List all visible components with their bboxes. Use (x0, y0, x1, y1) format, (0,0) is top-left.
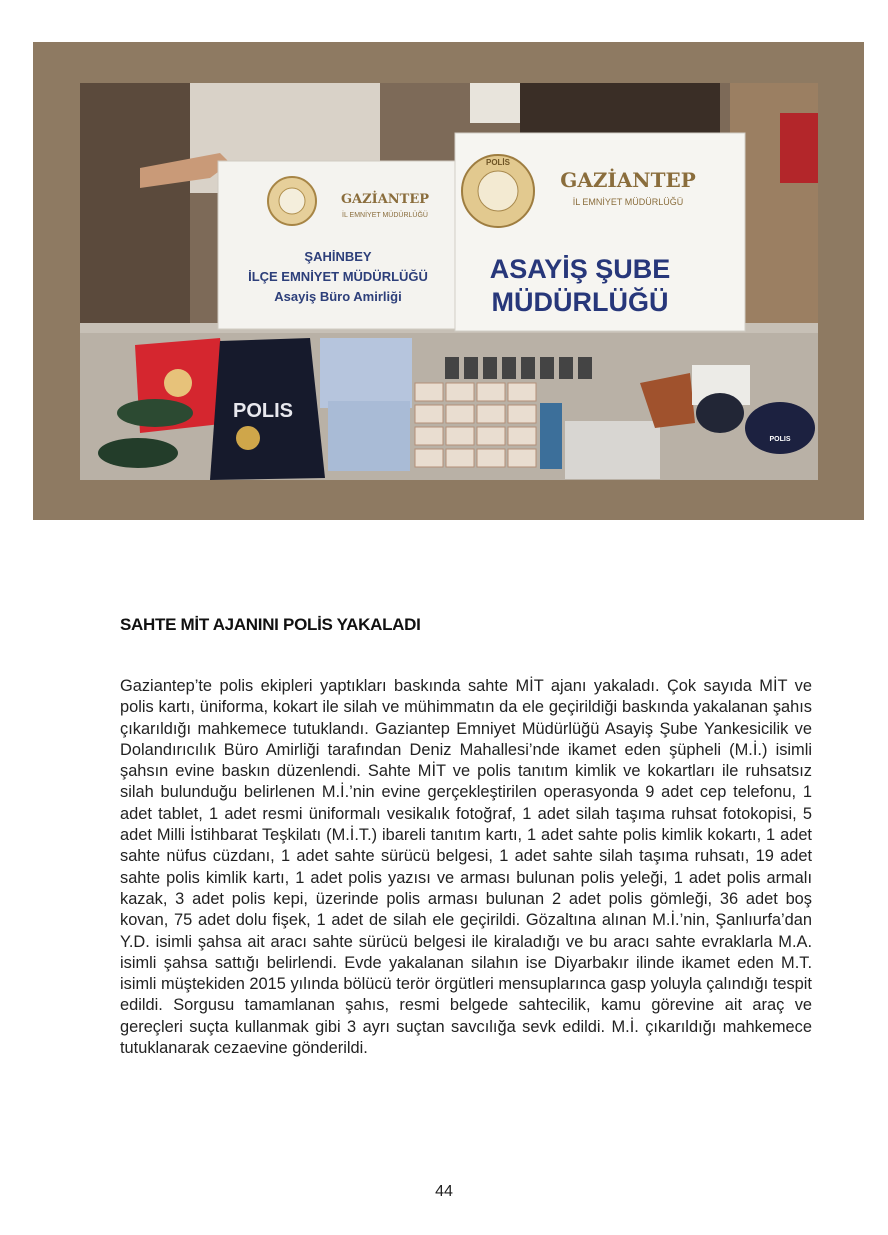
left-sign-line1: ŞAHİNBEY (304, 249, 372, 264)
article-body: Gaziantep’te polis ekipleri yaptıkları baskında sahte MİT ajanı yakaladı. Çok sayıda MİT ve polis kartı, üniforma, kokart ile silah ve mühimmatın da ele geçirildiği baskında yakalanan şahıs çıkarıldığı mahkemece tutuklandı. Gaziantep Emniyet Müdürlüğü Asayiş Şube Yankesicilik ve Dolandırıcılık Büro Amirliği tarafından Deniz Mahallesi’nde ikamet eden şüpheli (M.İ.) isimli şahsın evine baskın düzenlendi. Sahte MİT ve polis tanıtım kimlik ve kokartları ile ruhsatsız silah bulunduğu belirlenen M.İ.’nin evine gerçekleştirilen operasyonda 9 adet cep telefonu, 1 adet tablet, 1 adet resmi üniformalı vesikalık fotoğraf, 1 adet silah taşıma ruhsat fotokopisi, 5 adet Milli İstihbarat Teşkilatı (M.İ.T.) ibareli tanıtım kartı, 1 adet sahte polis kimlik kokartı, 1 adet sahte nüfus cüzdanı, 1 adet sahte sürücü belgesi, 1 adet sahte silah taşıma ruhsatı, 19 adet sahte polis kimlik kartı, 1 adet polis yazısı ve arması bulunan polis yeleği, 1 adet polis armalı kazak, 3 adet polis kepi, üzerinde polis arması bulunan 2 adet polis gömleği, 36 adet boş kovan, 75 adet dolu fişek, 1 adet de silah ele geçirildi. Gözaltına alınan M.İ.’nin, Şanlıurfa’dan Y.D. isimli şahsa ait aracı sahte sürücü belgesi ile kiraladığı ve bu aracı sahte evraklarla M.A. isimli şahsa sattığı belirlendi. Evde yakalanan silahın ise Diyarbakır ilinde ikamet eden M.T. isimli müştekiden 2015 yılında bölücü terör örgütleri mensuplarınca gasp yoluyla çalındığı tespit edildi. Sorgusu tamamlanan şahıs, resmi belgede sahtecilik, kamu görevine ait araç ve gereçleri suçta kullanmak gibi 3 ayrı suçtan savcılığa sevk edildi. M.İ. çıkarıldığı mahkemece tutuklanarak cezaevine gönderildi. (120, 677, 812, 1058)
left-sign-line3: Asayiş Büro Amirliği (274, 289, 402, 304)
vest-text: POLIS (232, 400, 294, 422)
article-title: SAHTE MİT AJANINI POLİS YAKALADI (120, 615, 421, 634)
cap-text: POLIS (769, 436, 791, 443)
left-sign-line2: İLÇE EMNİYET MÜDÜRLÜĞÜ (248, 269, 428, 284)
photo-illustration (80, 83, 818, 480)
page-number: 44 (435, 1183, 453, 1200)
left-sign-city: GAZİANTEP (340, 192, 430, 207)
news-photo (80, 83, 818, 480)
right-sign-line1: ASAYİŞ ŞUBE (489, 254, 671, 284)
left-sign-directorate: İL EMNİYET MÜDÜRLÜĞÜ (342, 212, 428, 219)
right-sign-line2: MÜDÜRLÜĞÜ (491, 287, 669, 317)
right-sign-city: GAZİANTEP (560, 168, 696, 192)
badge-text: POLİS (485, 158, 511, 167)
right-sign-directorate: İL EMNİYET MÜDÜRLÜĞÜ (572, 197, 684, 207)
